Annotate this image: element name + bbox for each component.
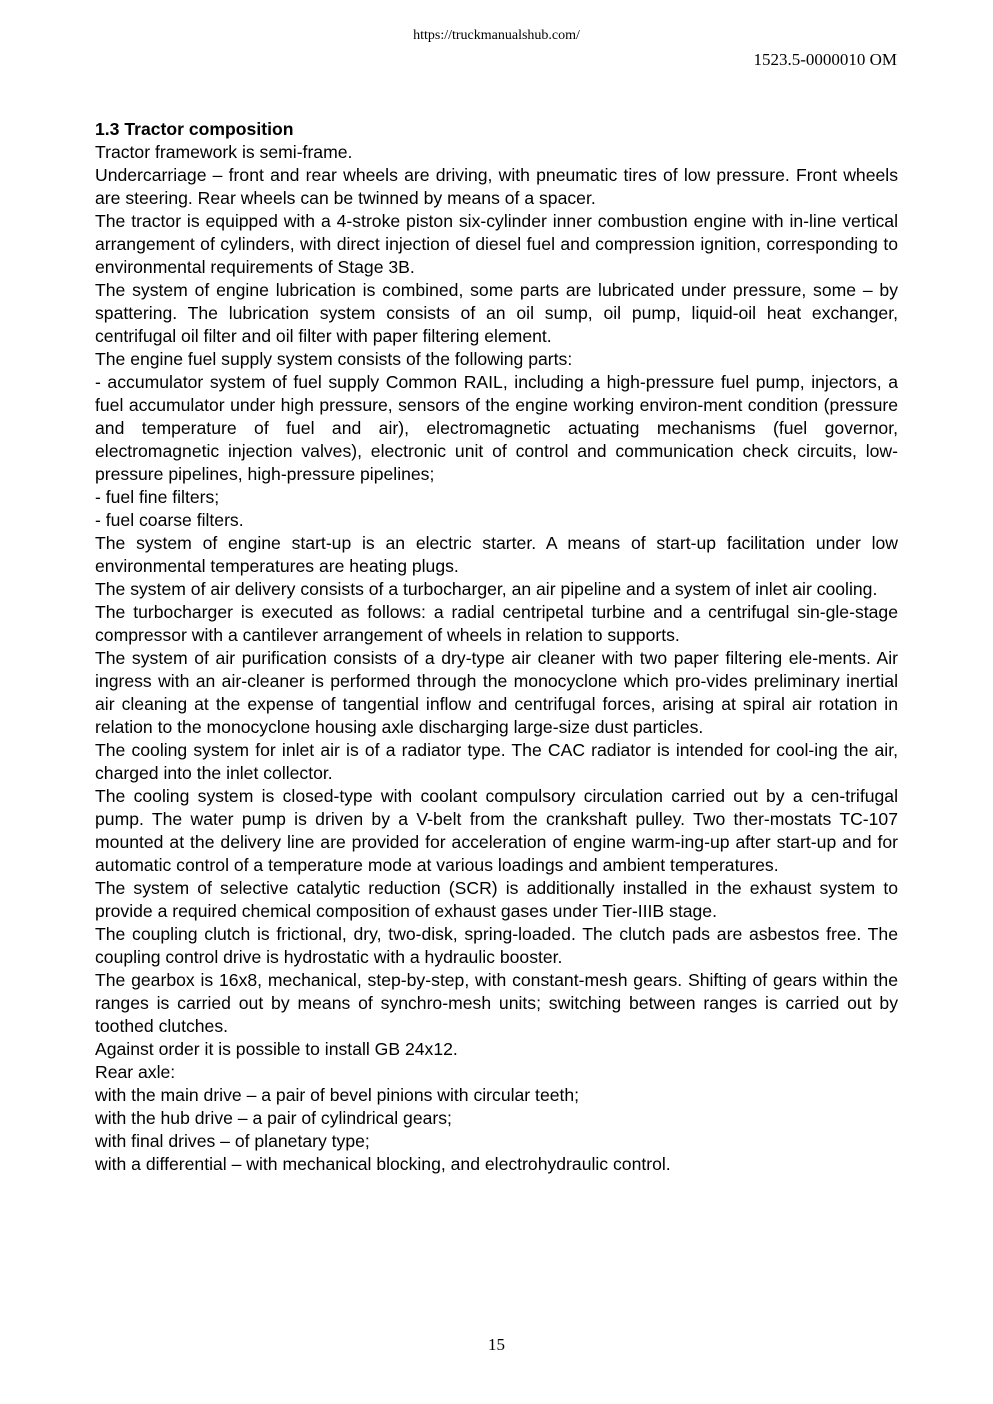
section-body <box>95 118 898 1176</box>
paragraph: with the main drive – a pair of bevel pinions with circular teeth; <box>95 1085 580 1105</box>
paragraph: Tractor framework is semi-frame. <box>95 142 353 162</box>
paragraph: The engine fuel supply system consists of the following parts: <box>95 349 573 369</box>
header-url: https://truckmanualshub.com/ <box>413 28 580 43</box>
paragraph: with final drives – of planetary type; <box>95 1131 370 1151</box>
paragraph: - fuel fine filters; <box>95 487 220 507</box>
paragraph: The tractor is equipped with a 4-stroke piston six-cylinder inner combustion engine with in-line vertical arrangement of cylinders, with direct injection of diesel fuel and compression ignition, corresponding to environmental requirements of Stage 3B. <box>95 211 898 277</box>
paragraph: The system of air delivery consists of a turbocharger, an air pipeline and a system of inlet air cooling. <box>95 579 878 599</box>
paragraph: with the hub drive – a pair of cylindrical gears; <box>95 1108 452 1128</box>
paragraph: The system of engine lubrication is combined, some parts are lubricated under pressure, some – by spattering. The lubrication system consists of an oil sump, oil pump, liquid-oil heat exchanger, centrifugal oil filter and oil filter with paper filtering element. <box>95 280 898 346</box>
paragraph: The system of air purification consists of a dry-type air cleaner with two paper filtering ele-ments. Air ingress with an air-cleaner is performed through the monocyclone which pro-vides preliminary inertial air cleaning at the expense of tangential inflow and centrifugal forces, arising at spiral air rotation in relation to the monocyclone housing axle discharging large-size dust particles. <box>95 648 898 737</box>
section-title: 1.3 Tractor composition <box>95 119 294 139</box>
paragraph: The gearbox is 16x8, mechanical, step-by-step, with constant-mesh gears. Shifting of gears within the ranges is carried out by means of synchro-mesh units; switching between ranges is carried out by toothed clutches. <box>95 970 898 1036</box>
document-number: 1523.5-0000010 OM <box>753 50 897 69</box>
paragraph: The system of engine start-up is an electric starter. A means of start-up facilitation under low environmental temperatures are heating plugs. <box>95 533 898 576</box>
paragraph: The turbocharger is executed as follows: a radial centripetal turbine and a centrifugal sin-gle-stage compressor with a cantilever arrangement of wheels in relation to supports. <box>95 602 898 645</box>
paragraph: The cooling system is closed-type with coolant compulsory circulation carried out by a cen-trifugal pump. The water pump is driven by a V-belt from the crankshaft pulley. Two ther-mostats TC-107 mounted at the delivery line are provided for acceleration of engine warm-ing-up after start-up and for automatic control of a temperature mode at various loadings and ambient temperatures. <box>95 786 898 875</box>
paragraph: with a differential – with mechanical blocking, and electrohydraulic control. <box>95 1154 671 1174</box>
paragraph: - accumulator system of fuel supply Common RAIL, including a high-pressure fuel pump, injectors, a fuel accumulator under high pressure, sensors of the engine working environ-ment condition (pressure and temperature of fuel and air), electromagnetic actuating mechanisms (fuel governor, electromagnetic injection valves), electronic unit of control and communication check circuits, low-pressure pipelines, high-pressure pipelines; <box>95 372 898 484</box>
paragraph: Rear axle: <box>95 1062 176 1082</box>
paragraph: - fuel coarse filters. <box>95 510 244 530</box>
paragraph: The system of selective catalytic reduction (SCR) is additionally installed in the exhaust system to provide a required chemical composition of exhaust gases under Tier-IIIB stage. <box>95 878 898 921</box>
paragraph: The coupling clutch is frictional, dry, two-disk, spring-loaded. The clutch pads are asbestos free. The coupling control drive is hydrostatic with a hydraulic booster. <box>95 924 898 967</box>
paragraph: Undercarriage – front and rear wheels are driving, with pneumatic tires of low pressure. Front wheels are steering. Rear wheels can be twinned by means of a spacer. <box>95 165 898 208</box>
paragraph: The cooling system for inlet air is of a radiator type. The CAC radiator is intended for cool-ing the air, charged into the inlet collector. <box>95 740 898 783</box>
paragraph: Against order it is possible to install GB 24x12. <box>95 1039 458 1059</box>
page-number: 15 <box>488 1335 505 1354</box>
